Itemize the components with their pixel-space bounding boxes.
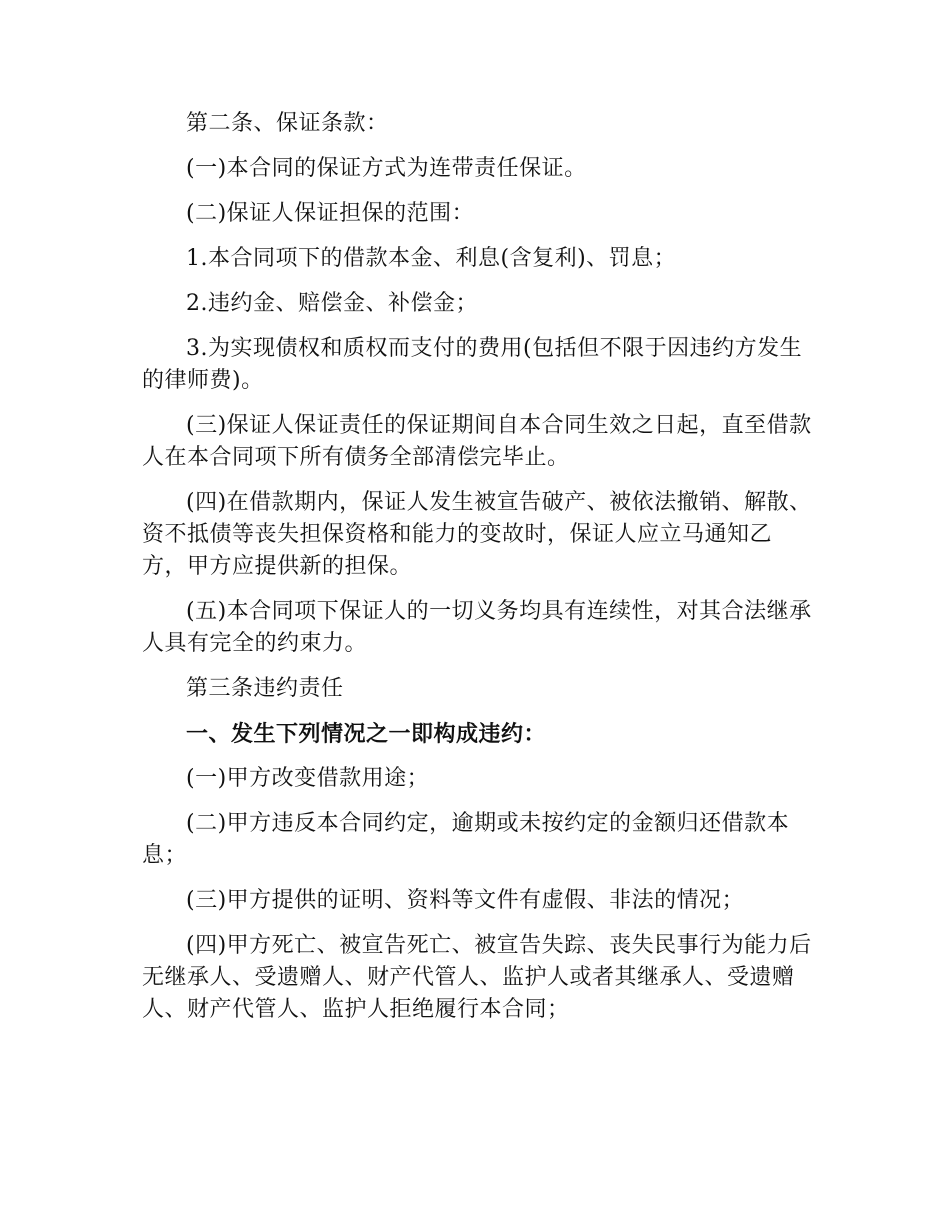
document-body (142, 108, 814, 1039)
paragraph-guarantor-change: (四)在借款期内，保证人发生被宣告破产、被依法撤销、解散、资不抵债等丧失担保资格和能力的变故时，保证人应立马通知乙方，甲方应提供新的担保。 (142, 490, 812, 579)
paragraph-article-2-heading: 第二条、保证条款： (186, 111, 389, 136)
paragraph-guarantee-scope: (二)保证人保证担保的范围： (186, 201, 475, 226)
paragraph-scope-item-2: 2.违约金、赔偿金、补偿金； (186, 291, 478, 316)
paragraph-guarantee-method: (一)本合同的保证方式为连带责任保证。 (186, 156, 587, 181)
paragraph-breach-item-1: (一)甲方改变借款用途； (186, 766, 430, 791)
paragraph-article-3-heading: 第三条违约责任 (186, 676, 344, 701)
paragraph-continuity: (五)本合同项下保证人的一切义务均具有连续性，对其合法继承人具有完全的约束力。 (142, 599, 812, 656)
paragraph-scope-item-1: 1.本合同项下的借款本金、利息(含复利)、罚息； (186, 246, 677, 271)
paragraph-breach-item-4: (四)甲方死亡、被宣告死亡、被宣告失踪、丧失民事行为能力后无继承人、受遗赠人、财产代管人、监护人或者其继承人、受遗赠人、财产代管人、监护人拒绝履行本合同； (142, 933, 812, 1022)
paragraph-guarantee-period: (三)保证人保证责任的保证期间自本合同生效之日起，直至借款人在本合同项下所有债务全部清偿完毕止。 (142, 413, 812, 470)
paragraph-breach-heading: 一、发生下列情况之一即构成违约： (186, 721, 547, 747)
paragraph-breach-item-2: (二)甲方违反本合同约定，逾期或未按约定的金额归还借款本息； (142, 811, 790, 868)
paragraph-scope-item-3: 3.为实现债权和质权而支付的费用(包括但不限于因违约方发生的律师费)。 (142, 336, 803, 393)
paragraph-breach-item-3: (三)甲方提供的证明、资料等文件有虚假、非法的情况； (186, 888, 745, 913)
